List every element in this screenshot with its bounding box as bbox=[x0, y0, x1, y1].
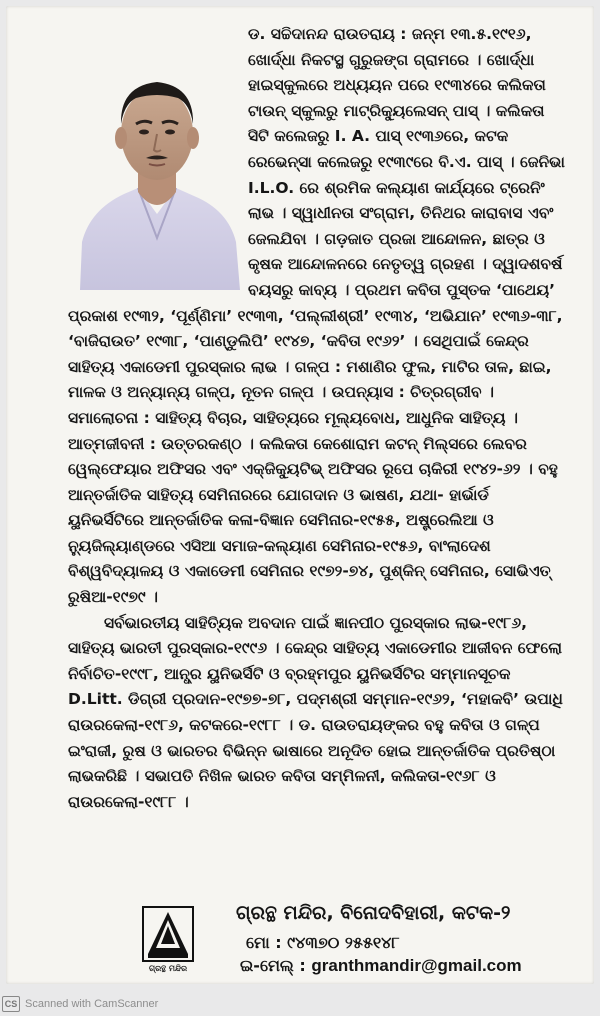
publisher-email-line bbox=[240, 956, 522, 976]
back-cover-page bbox=[6, 6, 594, 984]
publisher-logo bbox=[142, 906, 194, 980]
author-biography bbox=[68, 22, 568, 815]
publisher-phone: ମୋ : ୯୪୩୭୦ ୨୫୫୧୪୮ bbox=[246, 933, 400, 952]
temple-icon bbox=[142, 906, 194, 962]
camscanner-icon: CS bbox=[2, 996, 20, 1012]
publisher-name: ଗ୍ରନ୍ଥ ମନ୍ଦିର, ବିନୋଦବିହାରୀ, କଟକ-୨ bbox=[236, 902, 511, 924]
bio-paragraph-2: ସର୍ବଭାରତୀୟ ସାହିତ୍ୟିକ ଅବଦାନ ପାଇଁ ଜ୍ଞାନପୀଠ ପୁରସ୍କାର ଲାଭ-୧୯୮୬, ସାହିତ୍ୟ ଭାରତୀ ପୁରସ୍କାର-୧୯୯୬ । କେନ୍ଦ୍ର ସାହିତ୍ୟ ଏକାଡେମୀର ଆଜୀବନ ଫେଲୋ ନିର୍ବାଚିତ-୧୯୯୮, ଆନ୍ଧ୍ର ୟୁନିଭର୍ସିଟି ଓ ବ୍ରହ୍ମପୁର ୟୁନିଭର୍ସିଟିର ସମ୍ମାନସୂଚକ D.Litt. ଡିଗ୍ରୀ ପ୍ରଦାନ-୧୯୭୭-୭୮, ପଦ୍ମଶ୍ରୀ ସମ୍ମାନ-୧୯୬୨, ‘ମହାକବି’ ଉପାଧି ରାଉରକେଲା-୧୯୮୬, କଟକରେ-୧୯୮୮ । ଡ. ରାଉତରାୟଙ୍କର ବହୁ କବିତା ଓ ଗଳ୍ପ ଇଂରାଜୀ, ରୁଷ ଓ ଭାରତର ବିଭିନ୍ନ ଭାଷାରେ ଅନୂଦିତ ହୋଇ ଆନ୍ତର୍ଜାତିକ ପ୍ରତିଷ୍ଠା ଲାଭକରିଛି । ସଭାପତି ନିଖିଳ ଭାରତ କବିତା ସମ୍ମିଳନୀ, କଲିକତା-୧୯୬୮ ଓ ରାଉରକେଲା-୧୯୮୮ । bbox=[68, 613, 563, 811]
email-address[interactable]: granthmandir@gmail.com bbox=[311, 956, 522, 975]
camscanner-label: Scanned with CamScanner bbox=[25, 998, 159, 1010]
publisher-footer bbox=[142, 902, 542, 982]
email-label: ଇ-ମେଲ୍ : bbox=[240, 956, 306, 975]
logo-caption: ଗ୍ରନ୍ଥ ମନ୍ଦିର bbox=[148, 964, 188, 973]
camscanner-watermark bbox=[2, 995, 158, 1013]
bio-paragraph-1: ଡ. ସଚ୍ଚିଦାନନ୍ଦ ରାଉତରାୟ : ଜନ୍ମ ୧୩.୫.୧୯୧୬, ଖୋର୍ଦ୍ଧା ନିକଟସ୍ଥ ଗୁରୁଜଙ୍ଗ ଗ୍ରାମରେ । ଖୋର୍ଦ୍ଧା ହାଇସ୍କୁଲରେ ଅଧ୍ୟୟନ ପରେ ୧୯୩୪ରେ କଲିକତା ଟାଉନ୍ ସ୍କୁଲରୁ ମାଟ୍ରିକ୍ୟୁଲେସନ୍ ପାସ୍ । କଲିକତା ସିଟି କଲେଜରୁ I. A. ପାସ୍ ୧୯୩୬ରେ, କଟକ ରେଭେନ୍ସା କଲେଜରୁ ୧୯୩୯ରେ ବି.ଏ. ପାସ୍ । ଜେନିଭା I.L.O. ରେ ଶ୍ରମିକ କଲ୍ୟାଣ କାର୍ଯ୍ୟରେ ଟ୍ରେନିଂ ଲାଭ । ସ୍ୱାଧୀନତା ସଂଗ୍ରାମ, ତିନିଥର କାରାବାସ ଏବଂ ଜେଲଯିବା । ଗଡ଼ଜାତ ପ୍ରଜା ଆନ୍ଦୋଳନ, ଛାତ୍ର ଓ କୃଷକ ଆନ୍ଦୋଳନରେ ନେତୃତ୍ୱ ଗ୍ରହଣ । ଦ୍ୱାଦଶବର୍ଷ ବୟସରୁ କାବ୍ୟ । ପ୍ରଥମ କବିତା ପୁସ୍ତକ ‘ପାଥେୟ’ ପ୍ରକାଶ ୧୯୩୨, ‘ପୂର୍ଣ୍ଣିମା’ ୧୯୩୩, ‘ପଲ୍ଲୀଶ୍ରୀ’ ୧୯୩୪, ‘ଅଭିଯାନ’ ୧୯୩୬-୩୮, ‘ବାଜିରାଉତ’ ୧୯୩୮, ‘ପାଣ୍ଡୁଲିପି’ ୧୯୪୭, ‘କବିତା ୧୯୬୨’ । ସେଥିପାଇଁ କେନ୍ଦ୍ର ସାହିତ୍ୟ ଏକାଡେମୀ ପୁରସ୍କାର ଲାଭ । ଗଳ୍ପ : ମଶାଣିର ଫୁଲ, ମାଟିର ତାଳ, ଛାଇ, ମାଳକ ଓ ଅନ୍ୟାନ୍ୟ ଗଳ୍ପ, ନୂତନ ଗଳ୍ପ । ଉପନ୍ୟାସ : ଚିତ୍ରଗ୍ରୀବ । ସମାଲୋଚନା : ସାହିତ୍ୟ ବିଚାର, ସାହିତ୍ୟରେ ମୂଲ୍ୟବୋଧ, ଆଧୁନିକ ସାହିତ୍ୟ । ଆତ୍ମଜୀବନୀ : ଉତ୍ତରକଣ୍ଠ । କଲିକତା କେଶୋରାମ କଟନ୍ ମିଲ୍ସରେ ଲେବର ୱେଲ୍ଫେୟାର ଅଫିସର ଏବଂ ଏକ୍ଜିକ୍ୟୁଟିଭ୍ ଅଫିସର ରୂପେ ଚାକିରୀ ୧୯୪୨-୬୨ । ବହୁ ଆନ୍ତର୍ଜାତିକ ସାହିତ୍ୟ ସେମିନାରରେ ଯୋଗଦାନ ଓ ଭାଷଣ, ଯଥା- ହାର୍ଭାର୍ଡ ୟୁନିଭର୍ସିଟିରେ ଆନ୍ତର୍ଜାତିକ କଳା-ବିଜ୍ଞାନ ସେମିନାର-୧୯୫୫, ଅଷ୍ଟ୍ରେଲିଆ ଓ ନ୍ୟୁଜିଲ୍ୟାଣ୍ଡରେ ଏସିଆ ସମାଜ-କଲ୍ୟାଣ ସେମିନାର-୧୯୫୬, ବାଂଲାଦେଶ ବିଶ୍ୱବିଦ୍ୟାଳୟ ଓ ଏକାଡେମୀ ସେମିନାର ୧୯୭୨-୭୪, ପୁଶ୍କିନ୍ ସେମିନାର, ସୋଭିଏତ୍ ରୁଷିଆ-୧୯୭୯ । bbox=[68, 25, 565, 607]
